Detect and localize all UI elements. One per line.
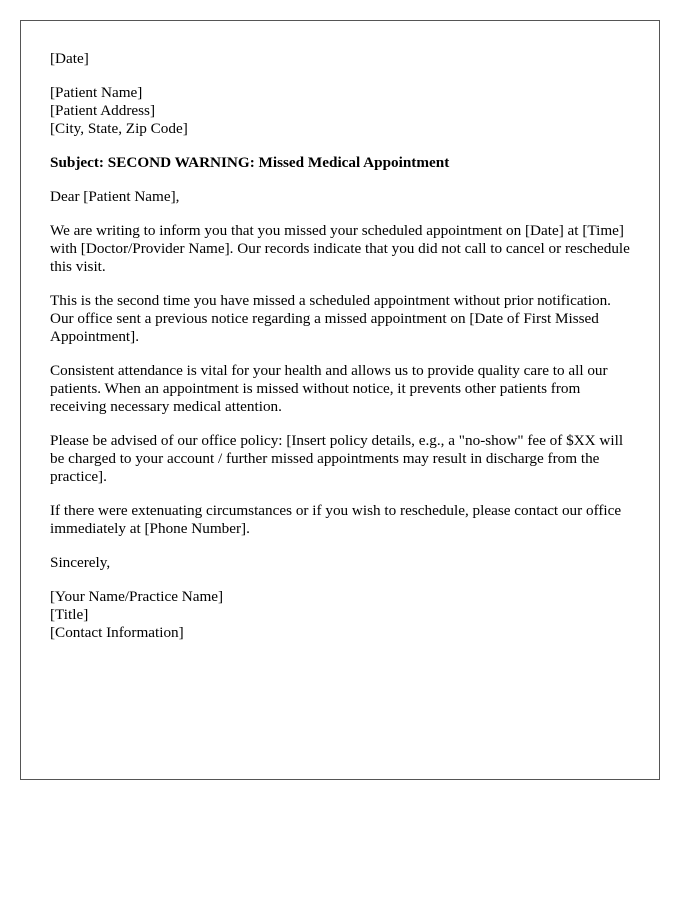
recipient-address: [Patient Address] bbox=[50, 102, 156, 119]
body-paragraph: We are writing to inform you that you missed your scheduled appointment on [Date] at [Time] with [Doctor/Provider Name]. Our records indicate that you did not call to cancel or reschedule this visit. bbox=[50, 222, 630, 275]
letter-subject: Subject: SECOND WARNING: Missed Medical Appointment bbox=[50, 154, 450, 171]
closing: Sincerely, bbox=[50, 554, 111, 571]
signature-name: [Your Name/Practice Name] bbox=[50, 588, 224, 605]
body-paragraph: If there were extenuating circumstances or if you wish to reschedule, please contact our office immediately at [Phone Number]. bbox=[50, 502, 622, 537]
salutation: Dear [Patient Name], bbox=[50, 188, 180, 205]
signature-block bbox=[50, 588, 631, 642]
letter-page bbox=[20, 20, 660, 780]
signature-title: [Title] bbox=[50, 606, 89, 623]
body-paragraph: Consistent attendance is vital for your health and allows us to provide quality care to all our patients. When an appointment is missed without notice, it prevents other patients from receiving necessary medical attention. bbox=[50, 362, 608, 415]
recipient-block bbox=[50, 84, 631, 138]
signature-contact: [Contact Information] bbox=[50, 624, 184, 641]
recipient-name: [Patient Name] bbox=[50, 84, 143, 101]
body-paragraph: Please be advised of our office policy: [Insert policy details, e.g., a "no-show" fee of $XX will be charged to your account / further missed appointments may result in discharge from the practice]. bbox=[50, 432, 624, 485]
body-paragraph: This is the second time you have missed a scheduled appointment without prior notification. Our office sent a previous notice regarding a missed appointment on [Date of First Missed Appointment]. bbox=[50, 292, 611, 345]
letter-date: [Date] bbox=[50, 50, 89, 67]
recipient-city-state-zip: [City, State, Zip Code] bbox=[50, 120, 188, 137]
